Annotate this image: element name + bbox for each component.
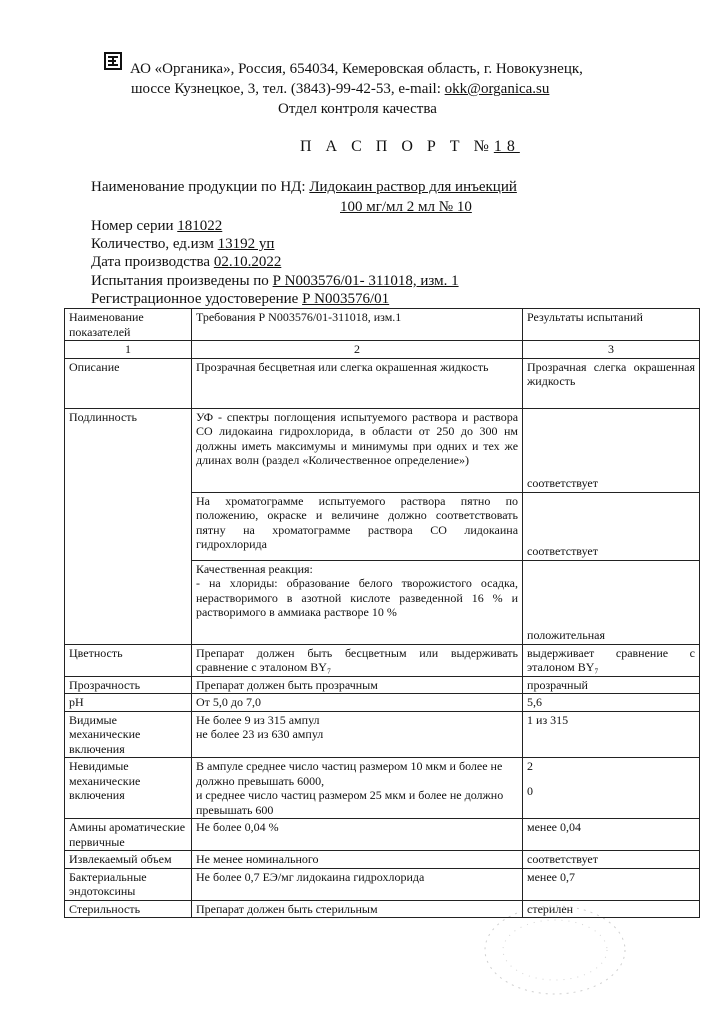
col-number-3: 3 <box>523 341 700 359</box>
table-header-row <box>65 309 700 341</box>
row-name: Видимые механические включения <box>65 711 192 758</box>
row-requirement: На хроматограмме испытуемого раствора пятно по положению, окраске и величине должно соответствовать пятну на хроматограмме раствора СО лидокаина гидрохлорида <box>191 492 522 560</box>
title-prefix: П А С П О Р Т № <box>300 138 494 155</box>
registration-value: Р N003576/01 <box>302 291 390 307</box>
col-number-1: 1 <box>65 341 192 359</box>
row-name: Извлекаемый объем <box>65 851 192 869</box>
table-row <box>65 676 700 694</box>
row-name: Цветность <box>65 644 192 676</box>
row-result: Прозрачная слегка окрашенная жидкость <box>523 358 700 408</box>
table-row <box>65 711 700 758</box>
quantity-label: Количество, ед.изм <box>91 236 218 252</box>
row-requirement: Прозрачная бесцветная или слегка окрашенная жидкость <box>191 358 522 408</box>
row-result: соответствует <box>523 408 700 492</box>
product-name: Лидокаин раствор для инъекций <box>309 179 517 195</box>
row-result: менее 0,7 <box>523 868 700 900</box>
result-line: 2 <box>527 759 534 773</box>
row-result: прозрачный <box>523 676 700 694</box>
qualitative-reaction-title: Качественная реакция: <box>195 561 313 576</box>
row-requirement: Не более 0,7 ЕЭ/мг лидокаина гидрохлорида <box>191 868 522 900</box>
row-result: соответствует <box>523 851 700 869</box>
row-requirement: Не более 0,04 % <box>191 819 522 851</box>
series-line <box>91 217 222 235</box>
row-name: Описание <box>65 358 192 408</box>
tests-value: Р N003576/01- 311018, изм. 1 <box>272 273 459 289</box>
table-row <box>65 644 700 676</box>
header-results: Результаты испытаний <box>523 309 700 341</box>
quantity-line <box>91 235 274 253</box>
tests-label: Испытания произведены по <box>91 273 273 289</box>
product-name-line <box>91 178 517 196</box>
row-requirement: Препарат должен быть прозрачным <box>191 676 522 694</box>
row-requirement: Препарат должен быть бесцветным или выдерживать сравнение с эталоном BY₇ <box>191 644 522 676</box>
quantity-value: 13192 уп <box>217 236 275 252</box>
row-result: соответствует <box>523 492 700 560</box>
tests-line <box>91 272 459 290</box>
organization-line: АО «Органика», Россия, 654034, Кемеровская область, г. Новокузнецк, <box>130 61 583 77</box>
email-link[interactable]: okk@organica.su <box>444 81 550 97</box>
result-line: 0 <box>527 783 534 798</box>
requirement-line: Не более 9 из 315 ампул <box>195 712 320 727</box>
row-requirement-block <box>191 711 522 758</box>
quality-table <box>64 308 700 918</box>
series-value: 181022 <box>177 218 223 234</box>
table-row <box>65 851 700 869</box>
product-label: Наименование продукции по НД: <box>91 179 310 195</box>
row-result: выдерживает сравнение с эталоном BY₇ <box>523 644 700 676</box>
row-result-block <box>523 758 700 819</box>
passport-number: 18 <box>493 138 520 155</box>
table-row <box>65 758 700 819</box>
row-requirement: От 5,0 до 7,0 <box>191 694 522 712</box>
row-name: Стерильность <box>65 900 192 918</box>
row-name: Бактериальные эндотоксины <box>65 868 192 900</box>
date-label: Дата производства <box>91 254 214 270</box>
row-result: 5,6 <box>523 694 700 712</box>
qualitative-reaction-text: - на хлориды: образование белого творожистого осадка, нерастворимого в азотной кислоте разведенной 16 % и растворимого в аммиака растворе 10 % <box>195 576 519 619</box>
faded-stamp-mark <box>470 895 640 1005</box>
row-requirement-block <box>191 560 522 644</box>
row-requirement: УФ - спектры поглощения испытуемого раствора и раствора СО лидокаина гидрохлорида, в области от 250 до 300 нм должны иметь максимумы и минимумы при одних и тех же длинах волн (раздел «Количественное определение») <box>191 408 522 492</box>
table-row <box>65 408 700 492</box>
address-text: шоссе Кузнецкое, 3, тел. (3843)-99-42-53, e-mail: <box>131 81 445 97</box>
row-requirement: Препарат должен быть стерильным <box>191 900 522 918</box>
table-row <box>65 819 700 851</box>
row-result: стерилен <box>523 900 700 918</box>
page-title <box>300 138 520 156</box>
row-name: Подлинность <box>65 408 192 644</box>
row-name: Амины ароматические первичные <box>65 819 192 851</box>
col-number-2: 2 <box>191 341 522 359</box>
row-name: pH <box>65 694 192 712</box>
requirement-line: В ампуле среднее число частиц размером 10 мкм и более не должно превышать 6000, <box>195 759 503 788</box>
row-result: 1 из 315 <box>523 711 700 758</box>
row-requirement-block <box>191 758 522 819</box>
department-name: Отдел контроля качества <box>278 101 437 117</box>
requirement-line: не более 23 из 630 ампул <box>195 727 324 741</box>
header-indicator: Наименование показателей <box>65 309 192 341</box>
organika-logo-icon <box>104 52 122 70</box>
row-result: положительная <box>523 560 700 644</box>
requirement-line: и среднее число частиц размером 25 мкм и более не должно превышать 600 <box>195 788 504 817</box>
date-value: 02.10.2022 <box>213 254 282 270</box>
row-name: Прозрачность <box>65 676 192 694</box>
registration-line <box>91 290 389 308</box>
table-row <box>65 694 700 712</box>
row-result: менее 0,04 <box>523 819 700 851</box>
production-date-line <box>91 253 281 271</box>
address-line <box>131 80 549 98</box>
row-name: Невидимые механические включения <box>65 758 192 819</box>
result-spacer <box>527 774 695 784</box>
table-col-numbers-row <box>65 341 700 359</box>
registration-label: Регистрационное удостоверение <box>91 291 303 307</box>
table-row <box>65 358 700 408</box>
product-dosage: 100 мг/мл 2 мл № 10 <box>340 199 472 215</box>
series-label: Номер серии <box>91 218 178 234</box>
header-requirements: Требования Р N003576/01-311018, изм.1 <box>191 309 522 341</box>
row-requirement: Не менее номинального <box>191 851 522 869</box>
